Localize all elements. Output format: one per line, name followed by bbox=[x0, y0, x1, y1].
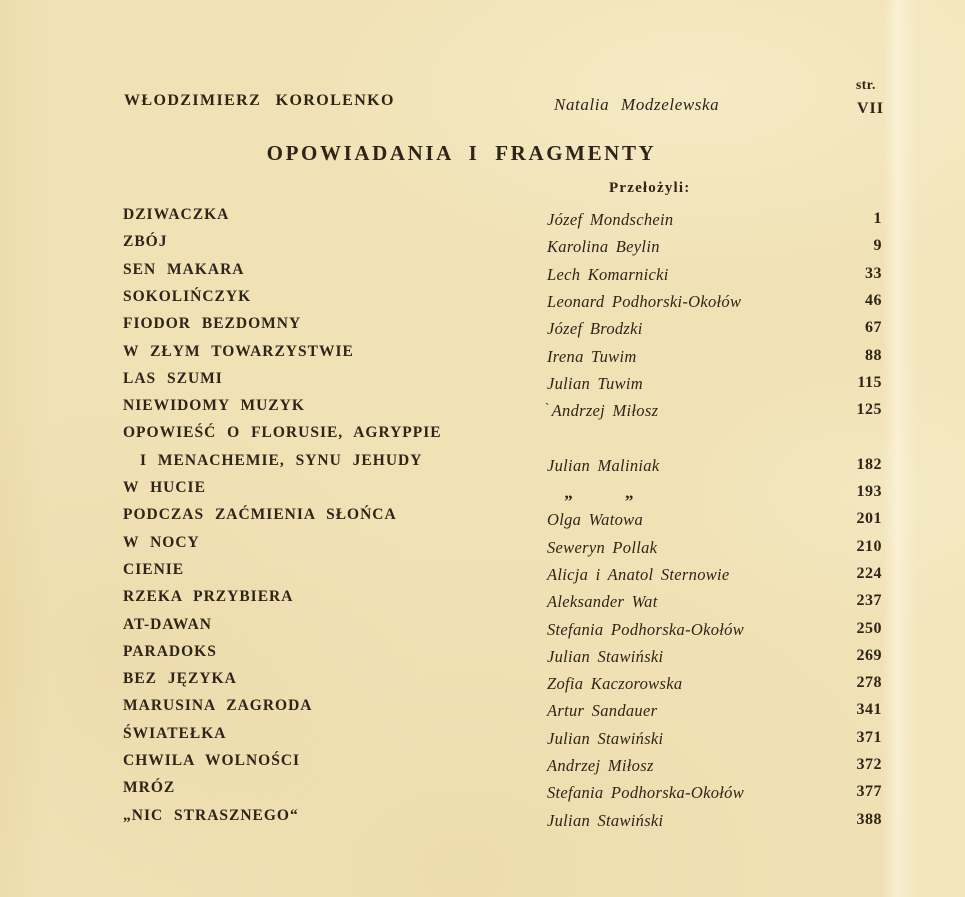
translator-name: Julian Maliniak bbox=[547, 455, 660, 475]
translator-cell bbox=[545, 810, 663, 831]
translator-name: Andrzej Miłosz bbox=[547, 756, 654, 775]
translator-cell bbox=[545, 782, 744, 803]
page-number: 377 bbox=[856, 783, 882, 801]
page-number: 182 bbox=[856, 455, 882, 473]
page-number: 88 bbox=[865, 346, 882, 364]
page-number: 193 bbox=[856, 483, 882, 500]
page-number: 250 bbox=[856, 619, 882, 637]
translator-cell bbox=[545, 346, 637, 367]
translator-cell bbox=[545, 755, 654, 776]
translator-name: Stefania Podhorska-Okołów bbox=[547, 619, 745, 639]
story-title: W ZŁYM TOWARZYSTWIE bbox=[123, 342, 354, 360]
page-number: 1 bbox=[873, 210, 882, 227]
story-title: AT-DAWAN bbox=[123, 615, 212, 633]
page-number: 67 bbox=[865, 319, 882, 337]
translator-name: Leonard Podhorski-Okołów bbox=[547, 291, 742, 311]
page-number: 269 bbox=[856, 646, 882, 664]
translator-cell bbox=[545, 673, 682, 694]
page-number: 9 bbox=[873, 237, 882, 255]
translator-name: Julian Tuwim bbox=[547, 373, 643, 393]
translator-cell bbox=[545, 291, 741, 312]
page-number: 201 bbox=[856, 510, 882, 528]
translator-name: Julian Stawiński bbox=[547, 728, 664, 748]
story-title: W HUCIE bbox=[123, 479, 206, 496]
story-title: CHWILA WOLNOŚCI bbox=[123, 752, 301, 769]
story-title: FIODOR BEZDOMNY bbox=[123, 315, 302, 333]
translator-name: Lech Komarnicki bbox=[547, 264, 669, 284]
translator-cell bbox=[545, 537, 657, 558]
page-number: 210 bbox=[856, 537, 882, 555]
translator-name: Aleksander Wat bbox=[547, 592, 658, 612]
translator-name: „ „ bbox=[547, 483, 634, 502]
translator-cell bbox=[545, 482, 634, 503]
translator-cell bbox=[545, 591, 658, 612]
page-number: 46 bbox=[865, 291, 882, 309]
translator-name: Andrzej Miłosz bbox=[551, 401, 659, 421]
translators-heading: Przełożyli: bbox=[609, 180, 691, 196]
page-number: 115 bbox=[857, 373, 882, 391]
story-title: W NOCY bbox=[123, 533, 200, 551]
intro-page-number: VII bbox=[857, 100, 885, 117]
translator-cell bbox=[545, 209, 673, 230]
page-number: 341 bbox=[856, 701, 882, 719]
page-number: 388 bbox=[856, 810, 882, 828]
translator-name: Seweryn Pollak bbox=[547, 537, 658, 557]
translator-name: Artur Sandauer bbox=[547, 701, 658, 721]
translator-cell bbox=[545, 509, 643, 530]
page-number: 33 bbox=[865, 264, 882, 282]
story-title: MRÓZ bbox=[123, 779, 176, 797]
translator-name: Julian Stawiński bbox=[547, 646, 664, 666]
translator-cell bbox=[545, 400, 658, 421]
translator-cell bbox=[545, 619, 744, 640]
page-column-label: str. bbox=[856, 77, 876, 92]
page-number: 278 bbox=[856, 674, 882, 692]
story-title: RZEKA PRZYBIERA bbox=[123, 588, 294, 606]
story-title: „NIC STRASZNEGO“ bbox=[123, 806, 299, 824]
translator-name: Zofia Kaczorowska bbox=[547, 674, 683, 694]
translator-cell bbox=[545, 646, 663, 667]
translator-cell bbox=[545, 728, 663, 749]
page-number: 371 bbox=[856, 728, 882, 746]
story-title: PARADOKS bbox=[123, 642, 217, 660]
scan-artifact-mark: ` bbox=[545, 400, 550, 416]
story-title: ŚWIATEŁKA bbox=[123, 724, 227, 742]
translator-name: Julian Stawiński bbox=[547, 810, 664, 830]
page-number: 237 bbox=[856, 592, 882, 610]
story-title: CIENIE bbox=[123, 560, 185, 578]
story-title: OPOWIEŚĆ O FLORUSIE, AGRYPPIE bbox=[123, 424, 442, 442]
section-title: OPOWIADANIA I FRAGMENTY bbox=[266, 141, 657, 165]
story-title: MARUSINA ZAGRODA bbox=[123, 697, 313, 715]
translator-name: Józef Mondschein bbox=[547, 210, 674, 229]
translator-name: Alicja i Anatol Sternowie bbox=[547, 564, 730, 584]
translator-name: Irena Tuwim bbox=[547, 346, 637, 366]
translator-name: Olga Watowa bbox=[547, 510, 643, 530]
translator-cell bbox=[545, 318, 643, 339]
translator-cell bbox=[545, 455, 659, 476]
translator-name: Karolina Beylin bbox=[547, 237, 660, 257]
story-title: PODCZAS ZAĆMIENIA SŁOŃCA bbox=[123, 506, 397, 524]
story-title: DZIWACZKA bbox=[123, 206, 230, 223]
story-title: ZBÓJ bbox=[123, 233, 168, 251]
translator-cell bbox=[545, 700, 657, 721]
author-heading: WŁODZIMIERZ KOROLENKO bbox=[124, 92, 395, 109]
translator-name: Stefania Podhorska-Okołów bbox=[547, 783, 745, 803]
page-number: 224 bbox=[856, 564, 882, 582]
page-number: 372 bbox=[856, 756, 882, 773]
story-title-continuation: I MENACHEMIE, SYNU JEHUDY bbox=[140, 451, 423, 469]
page-number: 125 bbox=[856, 401, 882, 419]
translator-cell bbox=[545, 236, 660, 257]
translator-name: Józef Brodzki bbox=[547, 319, 643, 339]
translator-cell bbox=[545, 564, 730, 585]
story-title: NIEWIDOMY MUZYK bbox=[123, 397, 305, 415]
translator-cell bbox=[545, 373, 643, 394]
story-title: SEN MAKARA bbox=[123, 260, 245, 278]
story-title: SOKOLIŃCZYK bbox=[123, 287, 252, 305]
story-title: LAS SZUMI bbox=[123, 369, 223, 387]
intro-translator-name: Natalia Modzelewska bbox=[554, 95, 720, 114]
story-title: BEZ JĘZYKA bbox=[123, 670, 237, 688]
translator-cell bbox=[545, 264, 669, 285]
